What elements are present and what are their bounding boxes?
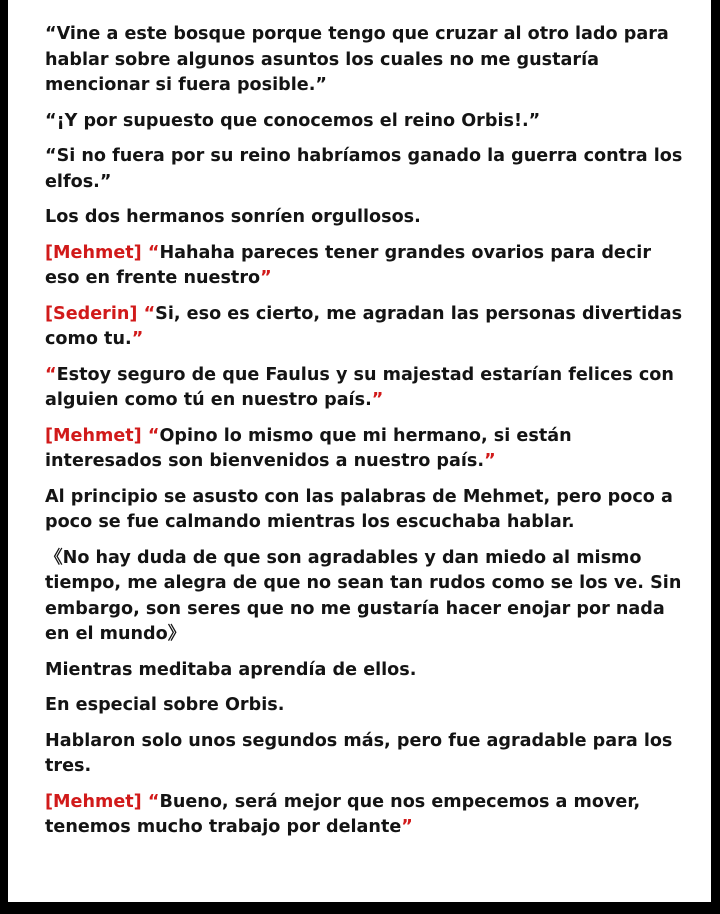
paragraph-text: Si, eso es cierto, me agradan las personas divertidas como tu. xyxy=(45,303,683,349)
speaker-tag: [Mehmet] xyxy=(45,791,148,812)
paragraph-text: Opino lo mismo que mi hermano, si están interesados son bienvenidos a nuestro país. xyxy=(45,425,572,471)
paragraph-4 xyxy=(45,205,685,231)
speaker-tag: [Sederin] xyxy=(45,303,144,324)
paragraph-text: “¡Y por supuesto que conocemos el reino Orbis!.” xyxy=(45,110,541,131)
paragraph-2 xyxy=(45,109,685,135)
paragraph-9 xyxy=(45,485,685,536)
paragraph-text: Los dos hermanos sonríen orgullosos. xyxy=(45,207,421,227)
document-body xyxy=(45,22,685,851)
paragraph-14 xyxy=(45,790,685,841)
quote-open: “ xyxy=(147,242,160,263)
quote-open: “ xyxy=(45,364,57,385)
document-page xyxy=(8,0,711,902)
paragraph-text: Hahaha pareces tener grandes ovarios para decir eso en frente nuestro xyxy=(45,242,652,288)
speaker-tag: [Mehmet] xyxy=(45,242,148,263)
paragraph-3 xyxy=(45,144,685,195)
quote-open: “ xyxy=(147,425,160,446)
speaker-tag: [Mehmet] xyxy=(45,425,148,446)
paragraph-text: Al principio se asusto con las palabras de Mehmet, pero poco a poco se fue calmando mientras los escuchaba hablar. xyxy=(45,486,673,532)
paragraph-text: Mientras meditaba aprendía de ellos. xyxy=(45,659,417,680)
paragraph-7 xyxy=(45,363,685,414)
quote-close: ” xyxy=(131,329,144,349)
paragraph-text: “Vine a este bosque porque tengo que cruzar al otro lado para hablar sobre algunos asuntos los cuales no me gustaría mencionar si fuera posible.” xyxy=(45,24,669,95)
quote-open: “ xyxy=(143,303,156,324)
paragraph-6 xyxy=(45,302,685,353)
paragraph-text: Estoy seguro de que Faulus y su majestad estarían felices con alguien como tú en nuestro país. xyxy=(45,364,674,410)
paragraph-text: Hablaron solo unos segundos más, pero fue agradable para los tres. xyxy=(45,730,673,776)
quote-close: ” xyxy=(401,817,413,837)
paragraph-8 xyxy=(45,424,685,475)
paragraph-13 xyxy=(45,729,685,780)
paragraph-text: Bueno, será mejor que nos empecemos a mover, tenemos mucho trabajo por delante xyxy=(45,791,641,837)
quote-close: ” xyxy=(371,390,384,410)
paragraph-12 xyxy=(45,693,685,719)
quote-close: ” xyxy=(484,451,496,471)
quote-open: “ xyxy=(147,791,160,812)
paragraph-10 xyxy=(45,546,685,648)
paragraph-5 xyxy=(45,241,685,292)
paragraph-11 xyxy=(45,658,685,684)
quote-close: ” xyxy=(260,268,272,288)
paragraph-text: “Si no fuera por su reino habríamos ganado la guerra contra los elfos.” xyxy=(45,146,683,192)
paragraph-1 xyxy=(45,22,685,99)
paragraph-text: 《No hay duda de que son agradables y dan miedo al mismo tiempo, me alegra de que no sean tan rudos como se los ve. Sin embargo, son seres que no me gustaría hacer enojar por nada en el mundo》 xyxy=(45,547,682,644)
paragraph-text: En especial sobre Orbis. xyxy=(45,695,285,715)
